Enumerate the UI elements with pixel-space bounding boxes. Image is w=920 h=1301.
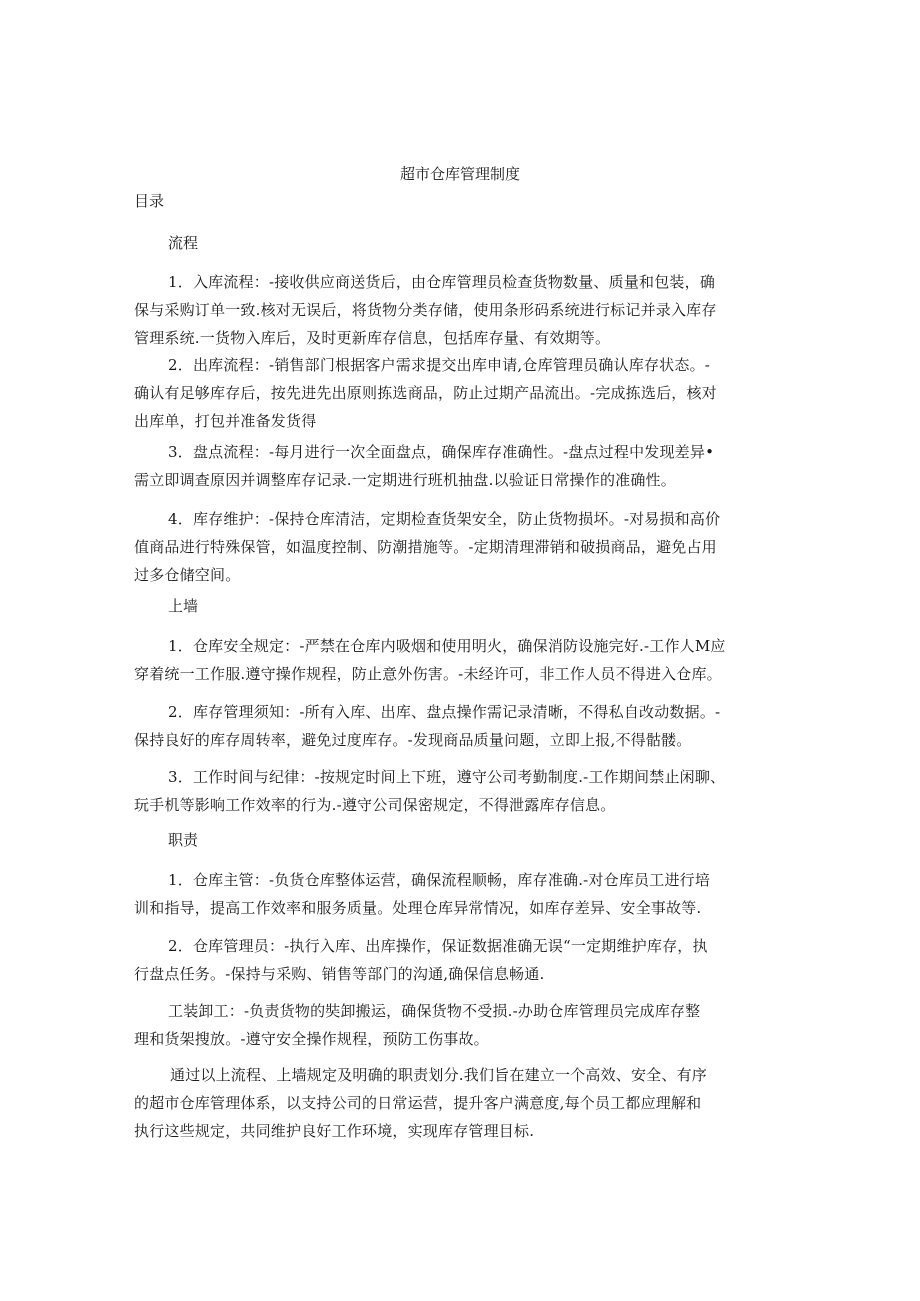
section-heading-duties: 职责 (168, 831, 199, 849)
text-line: 4．库存维护：-保持仓库清洁，定期检查货架安全，防止货物损坏。-对易损和高价 (168, 510, 721, 528)
text-line: 保持良好的库存周转率，避免过度库存。-发现商品质量问题，立即上报,不得骷髅。 (134, 731, 692, 749)
text-line: 出库单，打包并准备发货得 (134, 412, 317, 430)
text-line: 确认有足够库存后，按先进先出原则拣选商品，防止过期产品流出。-完成拣选后，核对 (134, 384, 717, 402)
toc-label: 目录 (134, 192, 165, 210)
paragraph-safety-rules (134, 632, 802, 688)
paragraph-warehouse-keeper (134, 932, 802, 988)
text-line: 工装卸工：-负责货物的奘卸搬运，确保货物不受损.-办助仓库管理员完成库存整 (168, 1002, 701, 1020)
text-line: 2．出库流程：-销售部门根据客户需求提交出库申请,仓库管理员确认库存状态。- (168, 356, 711, 374)
paragraph-work-discipline (134, 763, 802, 819)
paragraph-loader (134, 997, 802, 1053)
text-line: 3．盘点流程：-每月进行一次全面盘点，确保库存准确性。-盘点过程中发现差异• (168, 443, 715, 461)
paragraph-inventory-maintenance (134, 505, 802, 589)
text-line: 1．仓库主管：-负货仓库整体运营，确保流程顺畅，库存准确.-对仓库员工进行培 (168, 871, 711, 889)
section-heading-process: 流程 (168, 234, 199, 252)
paragraph-inventory-notes (134, 698, 802, 754)
text-line: 过多仓储空间。 (134, 566, 241, 584)
paragraph-inventory-count (134, 438, 802, 494)
document-title: 超市仓库管理制度 (399, 165, 520, 183)
text-line: 2．库存管理须知：-所有入库、出库、盘点操作需记录清晰，不得私自改动数据。- (168, 703, 721, 721)
section-heading-wall-rules: 上墙 (168, 597, 199, 615)
paragraph-inbound (134, 268, 802, 352)
text-line: 保与采购订单一致.核对无误后，将货物分类存储，使用条形码系统进行标记并录入库存 (134, 301, 717, 319)
text-line: 需立即调查原因并调整库存记录.一定期进行班机抽盘.以验证日常操作的准确性。 (134, 471, 676, 489)
paragraph-outbound (134, 351, 802, 435)
paragraph-warehouse-supervisor (134, 866, 802, 922)
text-line: 玩手机等影响工作效率的行为.-遵守公司保密规定，不得泄露库存信息。 (134, 796, 616, 814)
text-line: 1．仓库安全规定：-严禁在仓库内吸烟和使用明火，确保消防设施完好.-工作人M应 (168, 637, 726, 655)
text-line: 管理系统.一货物入库后，及时更新库存信息，包括库存量、有效期等。 (134, 329, 611, 347)
text-line: 3．工作时间与纪律：-按规定时间上下班，遵守公司考勤制度.-工作期间禁止闲聊、 (168, 768, 726, 786)
text-line: 1．入库流程：-接收供应商送货后，由仓库管理员检查货物数量、质量和包装，确 (168, 273, 716, 291)
text-line: 行盘点任务。-保持与采购、销售等部门的沟通,确保信息畅通. (134, 965, 545, 983)
text-line: 的超市仓库管理体系，以支持公司的日常运营，提升客户满意度,每个员工都应理解和 (134, 1094, 702, 1112)
text-line: 2．仓库管理员：-执行入库、出库操作，保证数据准确无误“一定期维护库存，执 (168, 937, 708, 955)
text-line: 训和指导，提高工作效率和服务质量。处理仓库异常情况，如库存差异、安全事故等. (134, 899, 702, 917)
text-line: 执行这些规定，共同维护良好工作环境，实现库存管理目标. (134, 1122, 535, 1140)
text-line: 穿着统一工作服.遵守操作规程，防止意外伤害。-未经许可，非工作人员不得进入仓库。 (134, 665, 722, 683)
text-line: 理和货架搜放。-遵守安全操作规程，预防工伤事故。 (134, 1030, 489, 1048)
paragraph-closing (134, 1061, 802, 1145)
text-line: 值商品进行特殊保管，如温度控制、防潮措施等。-定期清理滞销和破损商品，避免占用 (134, 538, 717, 556)
text-line: 通过以上流程、上墙规定及明确的职责划分.我们旨在建立一个高效、安全、有序 (170, 1066, 707, 1084)
